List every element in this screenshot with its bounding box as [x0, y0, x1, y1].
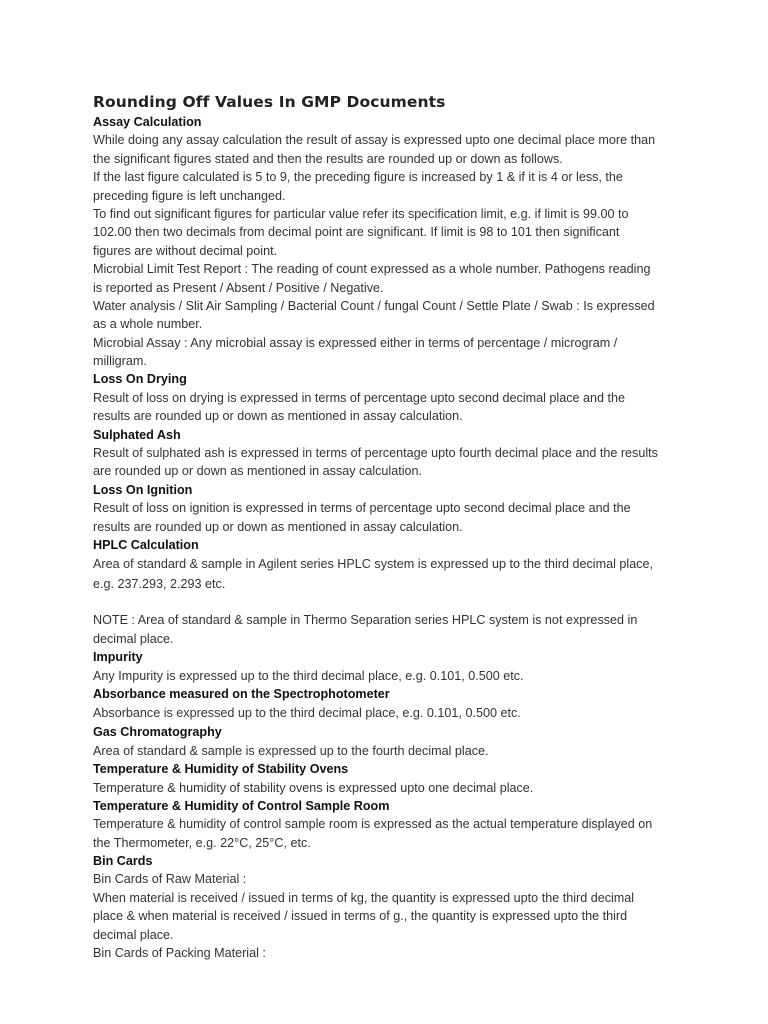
section-heading: Temperature & Humidity of Control Sample Room	[93, 798, 390, 813]
paragraph-line: Area of standard & sample in Agilent series HPLC system is expressed up to the third decimal place,	[93, 557, 653, 572]
paragraph-line: When material is received / issued in terms of kg, the quantity is expressed upto the third decimal	[93, 890, 635, 905]
paragraph-line: To find out significant figures for particular value refer its specification limit, e.g. if limit is 99.00 to	[93, 206, 629, 221]
paragraph-line: as a whole number.	[93, 317, 203, 332]
paragraph-line: 102.00 then two decimals from decimal point are significant. If limit is 98 to 101 then significant	[93, 225, 620, 240]
paragraph-line: Microbial Limit Test Report : The reading of count expressed as a whole number. Pathogens reading	[93, 262, 651, 277]
blank-line	[93, 594, 683, 611]
paragraph-line: the significant figures stated and then the results are rounded up or down as follows.	[93, 151, 563, 166]
paragraph-line: e.g. 237.293, 2.293 etc.	[93, 577, 226, 592]
section-heading: Assay Calculation	[93, 115, 202, 129]
paragraph-line: Microbial Assay : Any microbial assay is expressed either in terms of percentage / microgram /	[93, 335, 618, 350]
document-body	[93, 91, 683, 962]
paragraph-line: Bin Cards of Raw Material :	[93, 872, 247, 887]
paragraph-line: decimal place.	[93, 631, 174, 646]
section-heading: Impurity	[93, 650, 143, 665]
paragraph-line: results are rounded up or down as mentioned in assay calculation.	[93, 409, 463, 424]
section-heading: Loss On Ignition	[93, 482, 193, 497]
paragraph-line: is reported as Present / Absent / Positive / Negative.	[93, 280, 384, 295]
paragraph-line: Result of loss on drying is expressed in terms of percentage upto second decimal place and the	[93, 390, 626, 405]
paragraph-line: Result of loss on ignition is expressed in terms of percentage upto second decimal place and the	[93, 501, 631, 516]
paragraph-line: While doing any assay calculation the result of assay is expressed upto one decimal place more than	[93, 133, 656, 148]
paragraph-line: milligram.	[93, 354, 147, 369]
document-title: Rounding Off Values In GMP Documents	[93, 93, 446, 111]
section-heading: Sulphated Ash	[93, 427, 181, 442]
paragraph-line: Bin Cards of Packing Material :	[93, 946, 266, 961]
paragraph-line: Area of standard & sample is expressed up to the fourth decimal place.	[93, 743, 489, 758]
paragraph-line: Any Impurity is expressed up to the third decimal place, e.g. 0.101, 0.500 etc.	[93, 668, 524, 683]
paragraph-line: Absorbance is expressed up to the third decimal place, e.g. 0.101, 0.500 etc.	[93, 706, 521, 721]
paragraph-line: Temperature & humidity of control sample room is expressed as the actual temperature displayed on	[93, 817, 653, 832]
section-heading: Temperature & Humidity of Stability Ovens	[93, 762, 349, 777]
paragraph-line: results are rounded up or down as mentioned in assay calculation.	[93, 519, 463, 534]
section-heading: HPLC Calculation	[93, 537, 199, 552]
paragraph-line: place & when material is received / issued in terms of g., the quantity is expressed upto the third	[93, 909, 628, 924]
paragraph-line: the Thermometer, e.g. 22°C, 25°C, etc.	[93, 835, 311, 850]
paragraph-line: figures are without decimal point.	[93, 243, 278, 258]
section-heading: Loss On Drying	[93, 372, 187, 387]
section-heading: Absorbance measured on the Spectrophotometer	[93, 686, 390, 701]
paragraph-line: Result of sulphated ash is expressed in terms of percentage upto fourth decimal place and the results	[93, 446, 658, 461]
paragraph-line: preceding figure is left unchanged.	[93, 188, 286, 203]
paragraph-line: Water analysis / Slit Air Sampling / Bacterial Count / fungal Count / Settle Plate / Swab : Is expressed	[93, 298, 655, 313]
section-heading: Gas Chromatography	[93, 725, 222, 740]
paragraph-line: Temperature & humidity of stability ovens is expressed upto one decimal place.	[93, 780, 534, 795]
section-heading: Bin Cards	[93, 854, 153, 869]
paragraph-line: NOTE : Area of standard & sample in Thermo Separation series HPLC system is not expressed in	[93, 613, 638, 628]
paragraph-line: are rounded up or down as mentioned in assay calculation.	[93, 464, 423, 479]
paragraph-line: If the last figure calculated is 5 to 9, the preceding figure is increased by 1 & if it is 4 or less, the	[93, 170, 623, 185]
paragraph-line: decimal place.	[93, 927, 174, 942]
